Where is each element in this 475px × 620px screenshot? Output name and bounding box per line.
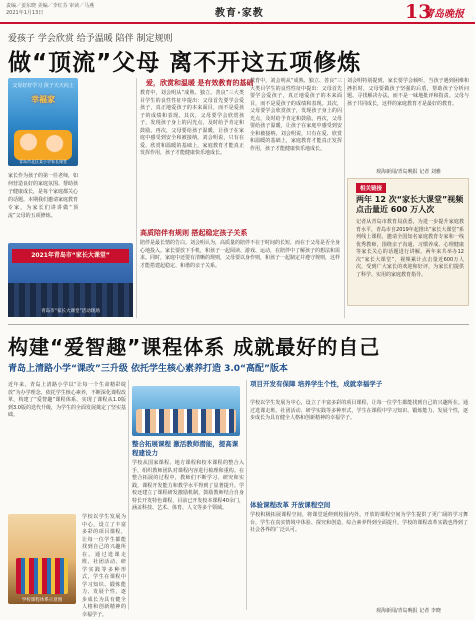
story1-col1-subhead: 爱，欣赏和温暖 是有效教育的基础	[146, 79, 254, 87]
column-rule	[136, 78, 137, 318]
poster-title: 幸福家	[31, 95, 55, 104]
story2-subtitle: 青岛上清路小学“课改”三升级 依托学生核心素养打造 3.0“高配”版本	[8, 364, 288, 374]
related-tag: 相关链接	[356, 183, 386, 193]
newspaper-logo: 青岛晚报	[424, 9, 464, 20]
story1-headline: 做“顶流”父母 离不开这五项修炼	[8, 50, 362, 76]
story1-col1-text: 教育中，刘会明从“成熟、独立、善良”三大类目学生的良性性征中提出：父母首先要学会爱孩子，真正地爱孩子的本来面目，而不是爱孩子的成绩和表现。其次，父母要学会欣赏孩子，发现孩子身上的闪光点，及时给予肯定和鼓励。再次，父母要给孩子温暖，让孩子在家庭中感受到安全和被接纳。刘会明说，只有在爱、欣赏和温暖的基础上，家庭教育才能真正发挥作用，孩子才能健康快乐地成长。	[140, 90, 244, 156]
story1-photo-event	[8, 243, 133, 317]
column-rule	[128, 380, 129, 610]
story2-col2-subhead: 项目开发有保障 培养学生个性，成就幸福学子	[250, 380, 383, 388]
related-title: 两年 12 次“家长大课堂”视频点击量近 600 万人次	[356, 195, 464, 214]
story1-photo-poster	[8, 78, 78, 166]
story2-intro: 近年来，青岛上清路小学以“让每一个生命精彩绽放”为办学理念，依托学生核心素养，不断深化课程改革，构建了“爱智趣”课程体系，实现了课程从1.0版到3.0版的迭代升级，为学生的全面发展奠定了坚实基础。	[8, 382, 126, 418]
story2-photo-books	[8, 514, 76, 604]
story2-headline: 构建“爱智趣”课程体系 成就最好的自己	[8, 335, 381, 359]
story1-col4-text: 刘会明特别提到，家长要学会倾听，当孩子遇到困难和挫折时，父母要做孩子坚强的后盾，帮助孩子分析问题、寻找解决办法，而不是一味地批评和指责。父母与孩子共同成长，这样的家庭教育才是最好的教育。	[347, 78, 469, 107]
story1-col2-subhead: 高质陪伴有规则 搭起稳定孩子关系	[140, 229, 248, 237]
poster-caption: 青岛市北区某小学家长课堂	[19, 159, 67, 164]
story2-col3-subhead: 体验课程改革 开放课程空间	[250, 501, 331, 509]
story2-byline: 观海新闻/青岛晚报 记者 李晓	[376, 608, 441, 614]
books-illustration	[16, 558, 68, 594]
story1-col2-text: 陪伴是最长情的告白。刘会明认为，高质量的陪伴不在于时间的长短，而在于父母是否全身心地投入。家长要放下手机，和孩子一起阅读、游戏、运动，在陪伴中了解孩子的想法和需求。同时，家庭中还要有清晰的规则，父母要以身作则，和孩子一起制定并遵守规则，这样才能搭建起稳定、和谐的亲子关系。	[140, 240, 341, 269]
story2-col3-text: 学校积极拓展课程空间，将课堂延伸到校园内外。开放的课程空间为学生提供了更广阔的学习舞台，学生在真实情境中体验、探究和创造，综合素养得到全面提升。学校的课程改革实践也得到了社会各界的广泛认可。	[250, 512, 468, 533]
story1-byline: 观海新闻/青岛晚报 记者 刘雅	[376, 169, 441, 175]
class-students	[136, 409, 236, 433]
story1-intro: 家长作为孩子的第一任老师，如何营造良好的家庭氛围、帮助孩子健康成长，是每个家庭都关心的话题。本期我们邀请家庭教育专家，为家长们讲讲做“顶流”父母的五项修炼。	[8, 173, 79, 219]
column-rule	[246, 380, 247, 610]
section-name: 教育·家教	[215, 8, 264, 19]
column-rule	[344, 78, 345, 318]
story2-col1-subhead: 整合拓展课程 激活教师潜能，提高课程建设力	[132, 440, 239, 457]
story1-col3-text: 教育中，刘会明从“成熟、独立、善良”三大类目学生的良性性征中提出：父母首先要学会爱孩子，真正地爱孩子的本来面目，而不是爱孩子的成绩和表现。其次，父母要学会欣赏孩子，发现孩子身上的闪光点，及时给予肯定和鼓励。再次，父母要给孩子温暖，让孩子在家庭中感受到安全和被接纳。刘会明说，只有在爱、欣赏和温暖的基础上，家庭教育才能真正发挥作用，孩子才能健康快乐地成长。	[250, 78, 342, 152]
story2-intro-continued: 学校以学生发展为中心，设立了丰富多彩的项目课程，让每一位学生都能找到自己的兴趣所在。通过选课走班、社团活动、研学实践等多种形式，学生在课程中学习知识、锻炼能力、发展个性，逐步成长为具有健全人格和创新精神的幸福学子。	[82, 514, 126, 618]
meta-editors: 责编／姜东晓 美编／李红芬 审读／马燕	[6, 3, 95, 9]
poster-kids-illustration	[14, 130, 72, 160]
event-banner: 2021年青岛市“家长大课堂”	[12, 249, 129, 263]
event-caption: 青岛市“家长大课堂”活动现场	[41, 309, 100, 314]
related-news-box	[347, 178, 469, 306]
story2-col1-text: 学校从国家课程、地方课程和校本课程的整合入手，组织教师团队对课程内容进行梳理和重构。在整合拓展的过程中，教师们不断学习、研究和实践，课程开发能力和教学水平得到了显著提升。学校还建立了课程研发激励机制，鼓励教师结合自身特长开发特色课程，目前已开发校本课程40余门，涵盖科技、艺术、体育、人文等多个领域。	[132, 460, 244, 511]
masthead-meta	[6, 3, 94, 17]
related-body: 记者从青岛市教育局获悉，为进一步提升家庭教育水平，青岛市自2019年起推出“家长大课堂”系列线上课程，邀请全国知名家庭教育专家和一线优秀教师，围绕亲子沟通、习惯养成、心理健康等家长关心的话题进行讲解。两年来共举办12次“家长大课堂”，视频累计点击量近600万人次，受到广大家长的欢迎和好评，为家长们提供了科学、实用的家庭教育指导。	[356, 219, 464, 278]
books-caption: 学校课程体系示意图	[21, 598, 63, 603]
story2-photo-class	[132, 386, 240, 436]
story1-kicker: 爱孩子 学会欣赏 给予温暖 陪伴 制定规则	[8, 34, 173, 44]
masthead	[0, 0, 475, 24]
page-number: 13	[405, 1, 432, 23]
meta-date: 2021年1月13日	[6, 10, 44, 16]
poster-subtitle: 父母好好学习 孩子天天向上	[12, 83, 74, 89]
story2-col2-text: 学校以学生发展为中心，设立了丰富多彩的项目课程，让每一位学生都能找到自己的兴趣所在。通过选课走班、社团活动、研学实践等多种形式，学生在课程中学习知识、锻炼能力、发展个性，逐步成长为具有健全人格和创新精神的幸福学子。	[250, 400, 468, 421]
section-divider	[8, 324, 469, 325]
